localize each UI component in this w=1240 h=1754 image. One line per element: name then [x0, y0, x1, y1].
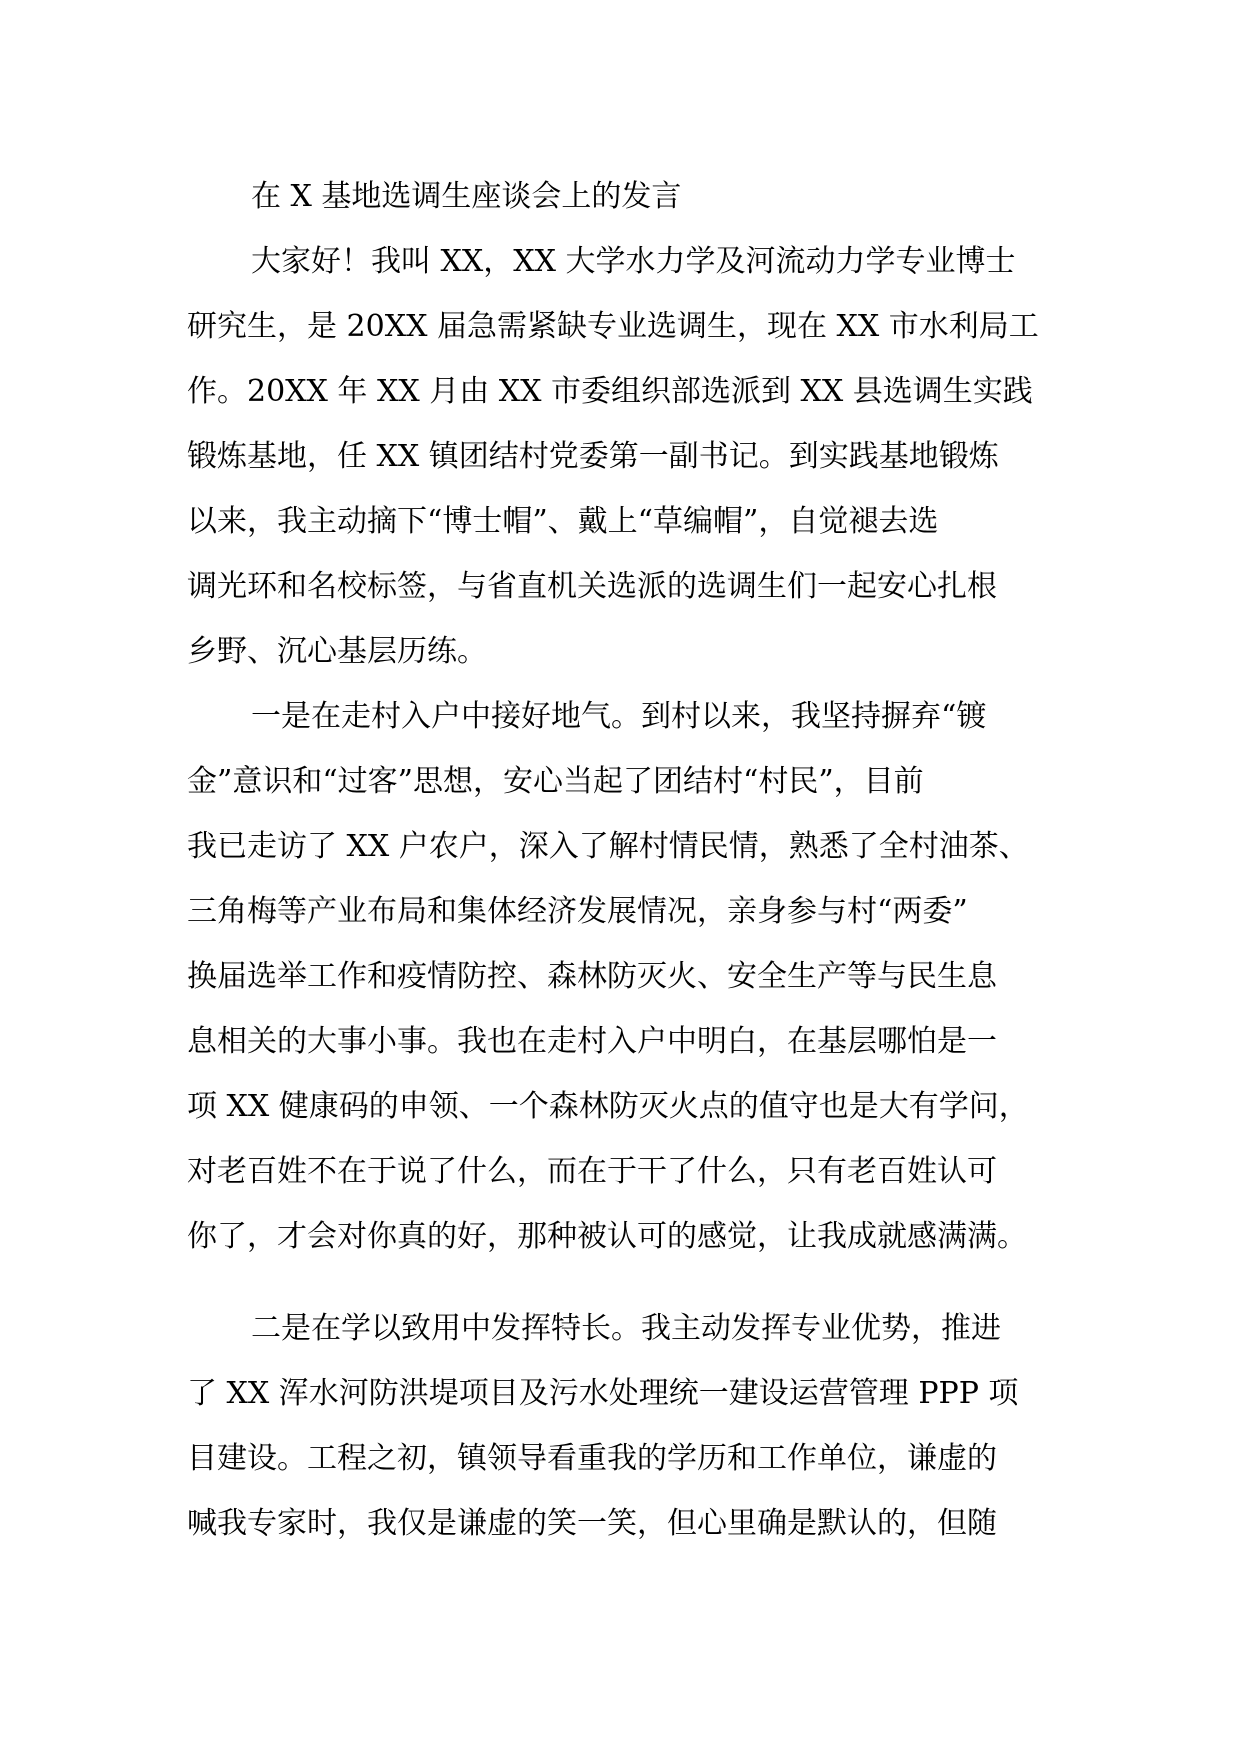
paragraph-point-one — [187, 684, 1087, 1269]
text-line: 锻炼基地，任 XX 镇团结村党委第一副书记。到实践基地锻炼 — [187, 439, 999, 474]
text-line: 金”意识和“过客”思想，安心当起了团结村“村民”，目前 — [187, 764, 924, 799]
text-line: 以来，我主动摘下“博士帽”、戴上“草编帽”，自觉褪去选 — [187, 504, 939, 539]
text-line: 二是在学以致用中发挥特长。我主动发挥专业优势，推进 — [251, 1311, 1001, 1346]
text-line: 我已走访了 XX 户农户，深入了解村情民情，熟悉了全村油茶、 — [187, 829, 1029, 864]
text-line: 三角梅等产业布局和集体经济发展情况，亲身参与村“两委” — [187, 894, 968, 929]
text-line: 研究生，是 20XX 届急需紧缺专业选调生，现在 XX 市水利局工 — [187, 309, 1039, 344]
paragraph-point-two — [187, 1296, 1087, 1556]
text-line: 对老百姓不在于说了什么，而在于干了什么，只有老百姓认可 — [187, 1154, 997, 1189]
text-line: 目建设。工程之初，镇领导看重我的学历和工作单位，谦虚的 — [187, 1441, 997, 1476]
text-line: 换届选举工作和疫情防控、森林防灭火、安全生产等与民生息 — [187, 959, 997, 994]
text-line: 乡野、沉心基层历练。 — [187, 634, 487, 669]
paragraph-spacer — [187, 1269, 1087, 1296]
text-line: 你了，才会对你真的好，那种被认可的感觉，让我成就感满满。 — [187, 1219, 1027, 1254]
document-body — [187, 164, 1087, 1556]
text-line: 大家好！我叫 XX，XX 大学水力学及河流动力学专业博士 — [251, 244, 1016, 279]
text-line: 调光环和名校标签，与省直机关选派的选调生们一起安心扎根 — [187, 569, 997, 604]
text-line: 了 XX 浑水河防洪堤项目及污水处理统一建设运营管理 PPP 项 — [187, 1376, 1019, 1411]
text-line: 作。20XX 年 XX 月由 XX 市委组织部选派到 XX 县选调生实践 — [187, 374, 1033, 409]
text-line: 项 XX 健康码的申领、一个森林防灭火点的值守也是大有学问， — [187, 1089, 1029, 1124]
document-title: 在 X 基地选调生座谈会上的发言 — [251, 179, 682, 214]
text-line: 一是在走村入户中接好地气。到村以来，我坚持摒弃“镀 — [251, 699, 987, 734]
paragraph-introduction — [187, 229, 1087, 684]
text-line: 喊我专家时，我仅是谦虚的笑一笑，但心里确是默认的，但随 — [187, 1506, 997, 1541]
text-line: 息相关的大事小事。我也在走村入户中明白，在基层哪怕是一 — [187, 1024, 997, 1059]
